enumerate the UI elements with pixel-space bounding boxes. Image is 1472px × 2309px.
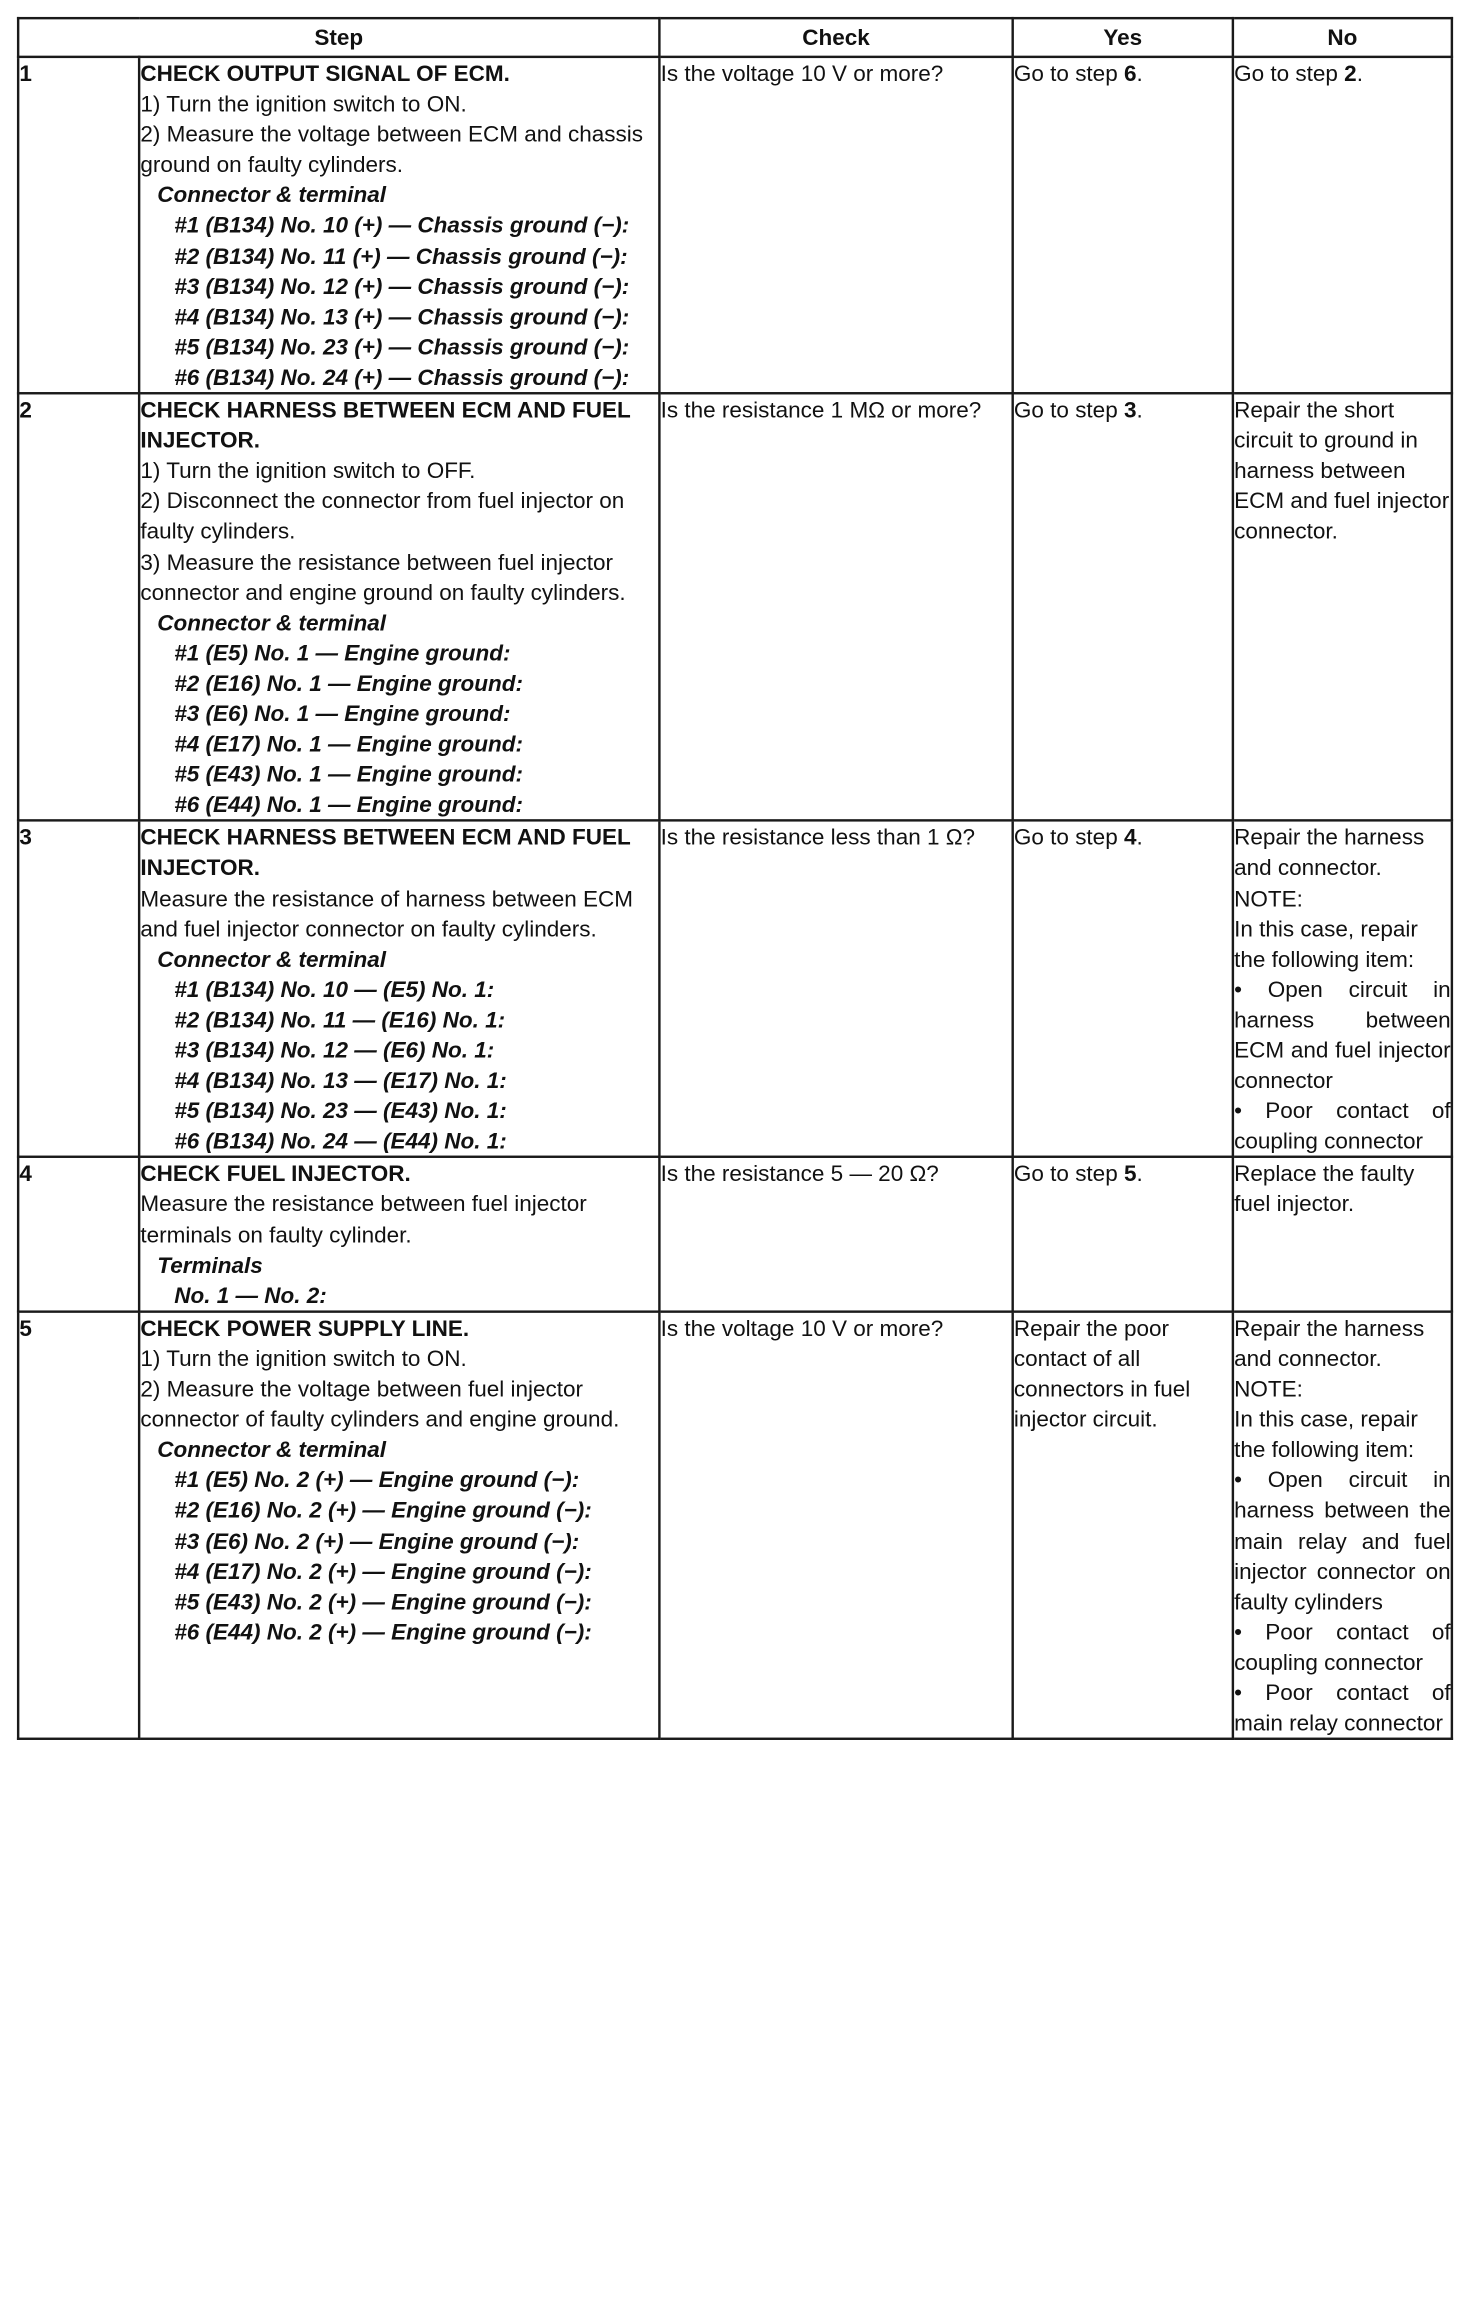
terminal-spec: #5 (B134) No. 23 (+) — Chassis ground (−): [174,333,630,360]
no-result: Replace the faulty fuel injector. [1233,1157,1452,1311]
note-intro: In this case, repair the following item: [1234,1406,1418,1462]
note-label: NOTE: [1234,885,1303,911]
step-instruction: Measure the resistance of harness between ECM and fuel injector connector on faulty cylinders. [140,885,634,941]
terminal-heading: Connector & terminal [157,181,387,208]
no-result: Repair the short circuit to ground in harness between ECM and fuel injector connector. [1233,393,1452,821]
step-number: 5 [18,1311,139,1739]
terminal-spec: #2 (B134) No. 11 — (E16) No. 1: [174,1006,506,1033]
step-instruction: Measure the resistance between fuel injector terminals on faulty cylinder. [140,1191,587,1247]
terminal-spec: #2 (E16) No. 2 (+) — Engine ground (−): [174,1497,592,1523]
note-bullet: • Poor contact of coupling connector [1234,1097,1451,1154]
yes-text: Go to step [1013,824,1118,850]
terminal-spec: #4 (B134) No. 13 — (E17) No. 1: [174,1067,507,1093]
note-bullet: • Open circuit in harness between ECM and fuel injector connector [1234,976,1451,1093]
step-title: CHECK OUTPUT SIGNAL OF ECM. [140,60,510,86]
step-number: 3 [18,821,139,1157]
step-title: CHECK FUEL INJECTOR. [140,1160,411,1187]
step-description [139,57,659,393]
yes-step-number: 4 [1123,824,1137,850]
header-check: Check [659,18,1012,57]
terminal-spec: #6 (E44) No. 2 (+) — Engine ground (−): [174,1618,592,1645]
yes-step-number: 6 [1123,60,1137,86]
step-number: 1 [18,57,139,393]
diagnostic-table [17,17,1453,1740]
terminal-heading: Connector & terminal [157,609,387,635]
note-bullet: • Poor contact of coupling connector [1234,1618,1451,1675]
check-question: Is the resistance 5 — 20 Ω? [659,1157,1012,1311]
table-header-row [18,18,1452,57]
terminal-spec: #4 (E17) No. 2 (+) — Engine ground (−): [174,1557,592,1584]
table-row [18,1311,1452,1739]
table-row [18,393,1452,821]
terminal-spec: #4 (E17) No. 1 — Engine ground: [174,730,523,757]
step-description [139,1157,659,1311]
note-label: NOTE: [1234,1375,1303,1402]
step-instruction: 1) Turn the ignition switch to ON. [140,90,467,117]
terminal-heading: Terminals [157,1251,263,1278]
yes-step-number: 3 [1123,396,1137,423]
terminal-spec: #1 (E5) No. 2 (+) — Engine ground (−): [174,1466,580,1493]
terminal-spec: #2 (E16) No. 1 — Engine ground: [174,670,523,696]
step-instruction: 1) Turn the ignition switch to ON. [140,1345,467,1371]
step-description [139,393,659,821]
yes-step-number: 5 [1123,1160,1137,1187]
no-step-number: 2 [1344,60,1357,86]
yes-result: Go to step 5. [1013,1157,1233,1311]
step-description [139,821,659,1157]
yes-result: Go to step 6. [1013,57,1233,393]
no-result: Go to step 2. [1233,57,1452,393]
no-result [1233,821,1452,1157]
table-row [18,821,1452,1157]
step-instruction: 2) Disconnect the connector from fuel injector on faulty cylinders. [140,488,625,544]
step-title: CHECK HARNESS BETWEEN ECM AND FUEL INJECTOR. [140,396,631,453]
terminal-spec: #5 (E43) No. 2 (+) — Engine ground (−): [174,1588,592,1614]
no-lead-text: Repair the harness and connector. [1234,1315,1425,1371]
terminal-spec: #2 (B134) No. 11 (+) — Chassis ground (−): [174,242,628,269]
yes-text: Go to step [1013,1160,1118,1187]
header-yes: Yes [1013,18,1233,57]
yes-result: Go to step 3. [1013,393,1233,821]
note-intro: In this case, repair the following item: [1234,915,1418,972]
note-bullet: • Open circuit in harness between the main relay and fuel injector connector on faulty cylinders [1234,1466,1451,1614]
step-instruction: 1) Turn the ignition switch to OFF. [140,457,476,484]
terminal-spec: #1 (E5) No. 1 — Engine ground: [174,639,511,666]
yes-result: Repair the poor contact of all connectors in fuel injector circuit. [1013,1311,1233,1739]
terminal-spec: #5 (E43) No. 1 — Engine ground: [174,761,523,787]
note-bullet: • Poor contact of main relay connector [1234,1679,1451,1736]
step-description [139,1311,659,1739]
terminal-spec: #1 (B134) No. 10 (+) — Chassis ground (−): [174,212,630,238]
terminal-spec: #6 (B134) No. 24 — (E44) No. 1: [174,1128,507,1154]
step-instruction: 2) Measure the voltage between ECM and chassis ground on faulty cylinders. [140,121,644,178]
check-question: Is the resistance less than 1 Ω? [659,821,1012,1157]
terminal-spec: #6 (E44) No. 1 — Engine ground: [174,791,523,818]
check-question: Is the resistance 1 MΩ or more? [659,393,1012,821]
no-text: Go to step [1234,60,1338,86]
terminal-heading: Connector & terminal [157,1436,387,1462]
terminal-spec: #4 (B134) No. 13 (+) — Chassis ground (−): [174,303,630,329]
step-instruction: 2) Measure the voltage between fuel injector connector of faulty cylinders and engine ground. [140,1375,620,1432]
terminal-spec: #3 (B134) No. 12 (+) — Chassis ground (−): [174,273,630,299]
header-no: No [1233,18,1452,57]
terminal-spec: #1 (B134) No. 10 — (E5) No. 1: [174,976,495,1002]
terminal-spec: #6 (B134) No. 24 (+) — Chassis ground (−): [174,364,630,390]
terminal-spec: #5 (B134) No. 23 — (E43) No. 1: [174,1097,507,1124]
terminal-spec: No. 1 — No. 2: [174,1282,327,1308]
step-number: 2 [18,393,139,821]
terminal-spec: #3 (E6) No. 2 (+) — Engine ground (−): [174,1527,580,1554]
yes-result: Go to step 4. [1013,821,1233,1157]
table-row [18,57,1452,393]
yes-text: Go to step [1013,396,1118,423]
check-question: Is the voltage 10 V or more? [659,1311,1012,1739]
check-question: Is the voltage 10 V or more? [659,57,1012,393]
step-title: CHECK POWER SUPPLY LINE. [140,1315,470,1341]
header-step: Step [18,18,659,57]
step-instruction: 3) Measure the resistance between fuel injector connector and engine ground on faulty cylinders. [140,548,626,605]
no-lead-text: Repair the harness and connector. [1234,824,1425,881]
table-row [18,1157,1452,1311]
terminal-heading: Connector & terminal [157,945,387,972]
step-title: CHECK HARNESS BETWEEN ECM AND FUEL INJECTOR. [140,824,631,881]
terminal-spec: #3 (B134) No. 12 — (E6) No. 1: [174,1036,495,1063]
terminal-spec: #3 (E6) No. 1 — Engine ground: [174,700,511,726]
step-number: 4 [18,1157,139,1311]
no-result [1233,1311,1452,1739]
yes-text: Go to step [1013,60,1118,86]
